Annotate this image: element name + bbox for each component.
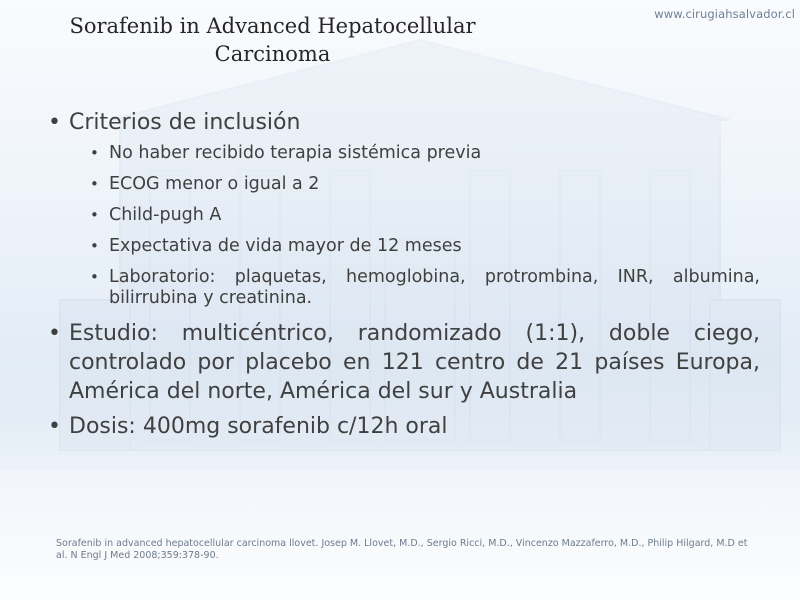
bullet-dot-icon: • [48,414,61,439]
bullet-inclusion [48,108,760,137]
bullet-dot-icon: • [90,175,99,193]
study-text: Estudio: multicéntrico, randomizado (1:1), doble ciego, controlado por placebo en 121 centro de 21 países Europa, América del norte, América del sur y Australia [69,321,760,404]
bullet-dot-icon: • [90,206,99,224]
title-line-1: Sorafenib in Advanced Hepatocellular [69,14,476,38]
dose-text: Dosis: 400mg sorafenib c/12h oral [69,414,448,439]
bullet-dot-icon: • [48,321,61,346]
inclusion-heading: Criterios de inclusión [69,110,301,135]
bullet-dot-icon: • [48,110,61,135]
list-item: • ECOG menor o igual a 2 [90,174,320,194]
title-line-2: Carcinoma [214,42,331,66]
inclusion-list [48,143,760,309]
list-item: • Child-pugh A [90,205,222,225]
bullet-study [48,319,760,406]
list-item: • Expectativa de vida mayor de 12 meses [90,236,462,256]
reference-citation: Sorafenib in advanced hepatocellular carcinoma llovet. Josep M. Llovet, M.D., Sergio Ricci, M.D., Vincenzo Mazzaferro, M.D., Philip Hilgard, M.D et al. N Engl J Med 2008;359:378-90. [56,538,748,561]
bullet-dose [48,412,760,441]
list-item: • No haber recibido terapia sistémica previa [90,143,482,163]
bullet-dot-icon: • [90,144,99,162]
slide-content [48,108,760,447]
bullet-dot-icon: • [90,268,99,286]
list-item: • Laboratorio: plaquetas, hemoglobina, protrombina, INR, albumina, bilirrubina y creatinina. [90,267,760,308]
site-url[interactable]: www.cirugiahsalvador.cl [654,7,795,21]
slide-title [50,12,495,68]
bullet-dot-icon: • [90,237,99,255]
